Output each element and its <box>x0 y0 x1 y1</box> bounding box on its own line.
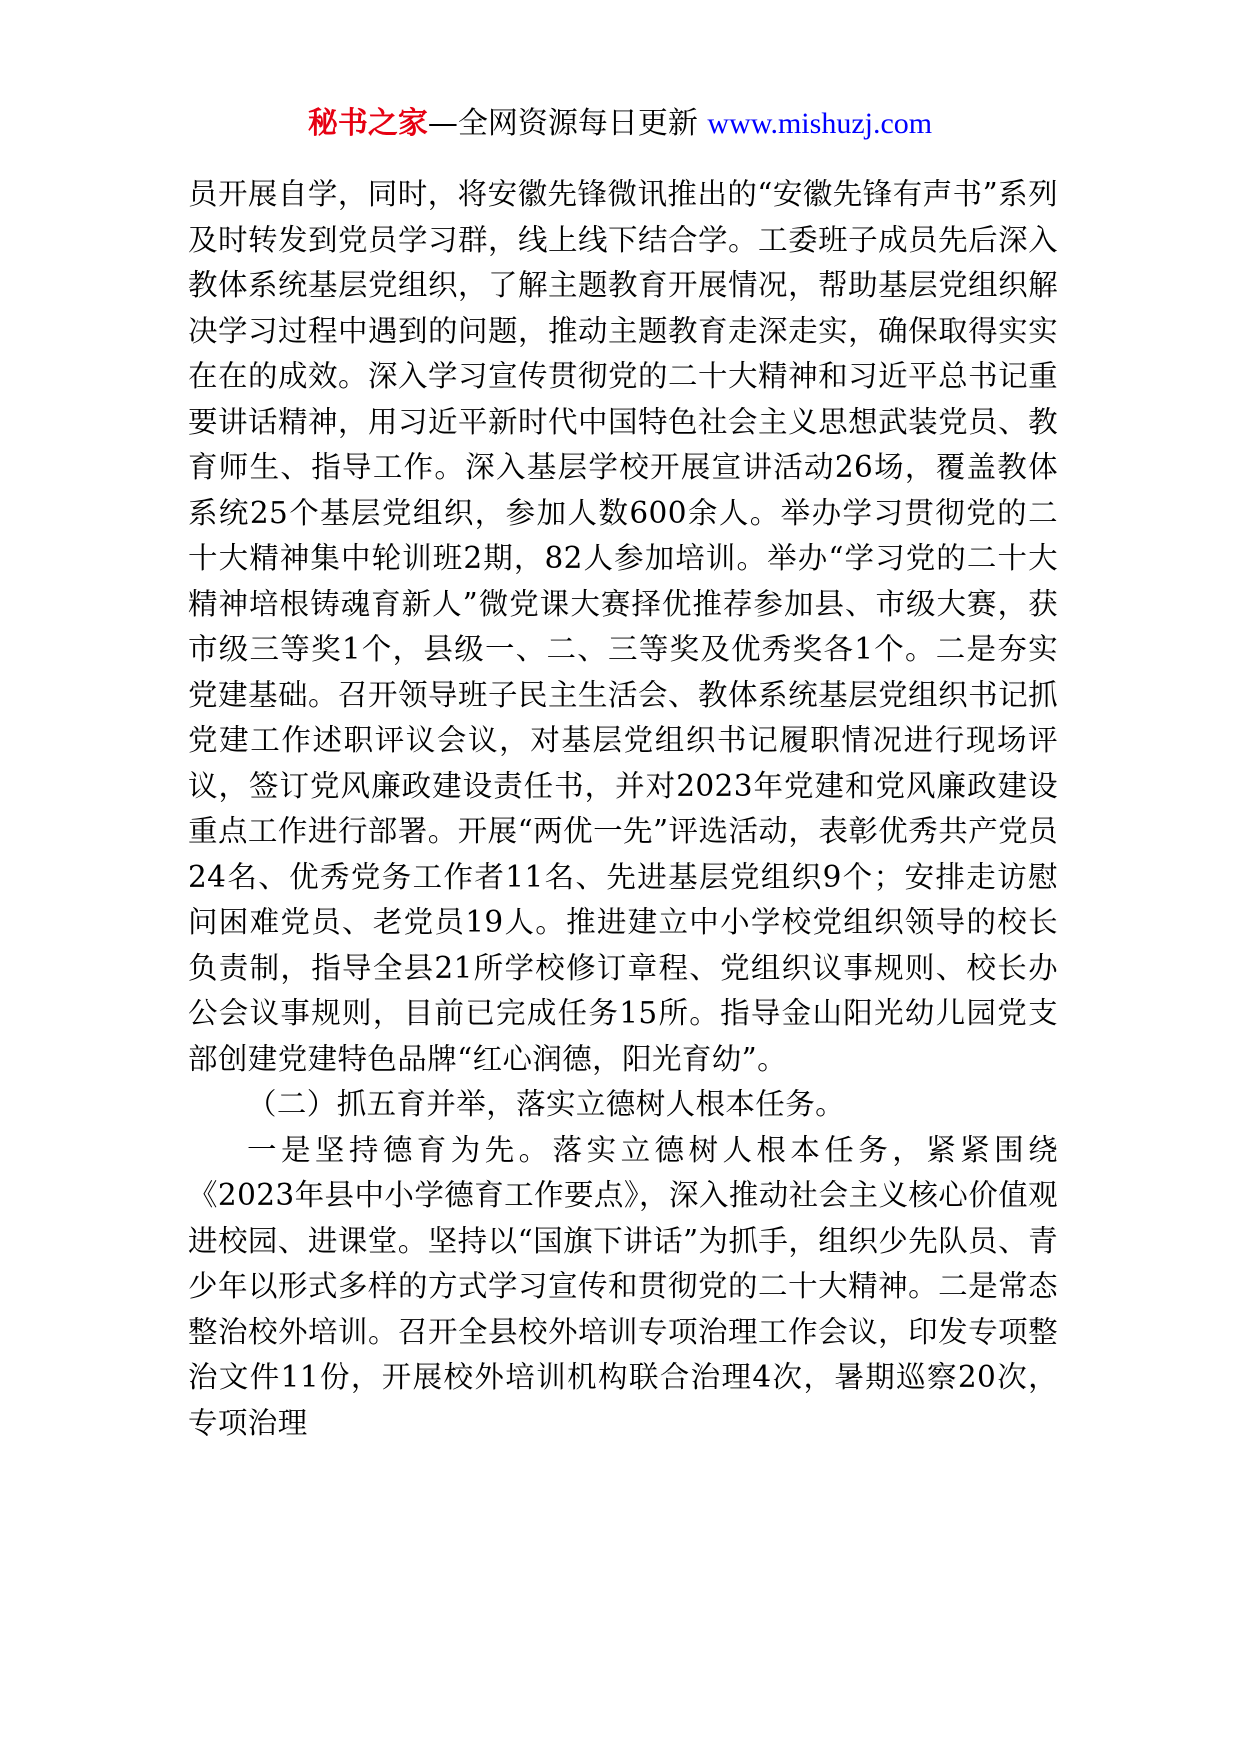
body-paragraph: 员开展自学，同时，将安徽先锋微讯推出的“安徽先锋有声书”系列及时转发到党员学习群，线上线下结合学。工委班子成员先后深入教体系统基层党组织，了解主题教育开展情况，帮助基层党组织解决学习过程中遇到的问题，推动主题教育走深走实，确保取得实实在在的成效。深入学习宣传贯彻党的二十大精神和习近平总书记重要讲话精神，用习近平新时代中国特色社会主义思想武装党员、教育师生、指导工作。深入基层学校开展宣讲活动26场，覆盖教体系统25个基层党组织，参加人数600余人。举办学习贯彻党的二十大精神集中轮训班2期，82人参加培训。举办“学习党的二十大精神培根铸魂育新人”微党课大赛择优推荐参加县、市级大赛，获市级三等奖1个，县级一、二、三等奖及优秀奖各1个。二是夯实党建基础。召开领导班子民主生活会、教体系统基层党组织书记抓党建工作述职评议会议，对基层党组织书记履职情况进行现场评议，签订党风廉政建设责任书，并对2023年党建和党风廉政建设重点工作进行部署。开展“两优一先”评选活动，表彰优秀共产党员24名、优秀党务工作者11名、先进基层党组织9个；安排走访慰问困难党员、老党员19人。推进建立中小学校党组织领导的校长负责制，指导全县21所学校修订章程、党组织议事规则、校长办公会议事规则，目前已完成任务15所。指导金山阳光幼儿园党支部创建党建特色品牌“红心润德，阳光育幼”。 <box>188 177 1058 1076</box>
page-header <box>0 100 1240 148</box>
document-body <box>188 172 1058 1446</box>
brand-name: 秘书之家 <box>307 106 428 141</box>
section-heading: （二）抓五育并举，落实立德树人根本任务。 <box>247 1087 846 1121</box>
body-paragraph: 一是坚持德育为先。落实立德树人根本任务，紧紧围绕《2023年县中小学德育工作要点》，深入推动社会主义核心价值观进校园、进课堂。坚持以“国旗下讲话”为抓手，组织少先队员、青少年以形式多样的方式学习宣传和贯彻党的二十大精神。二是常态整治校外培训。召开全县校外培训专项治理工作会议，印发专项整治文件11份，开展校外培训机构联合治理4次，暑期巡察20次，专项治理 <box>188 1132 1058 1440</box>
header-slogan: —全网资源每日更新 <box>427 106 708 141</box>
site-url: www.mishuzj.com <box>707 107 933 140</box>
